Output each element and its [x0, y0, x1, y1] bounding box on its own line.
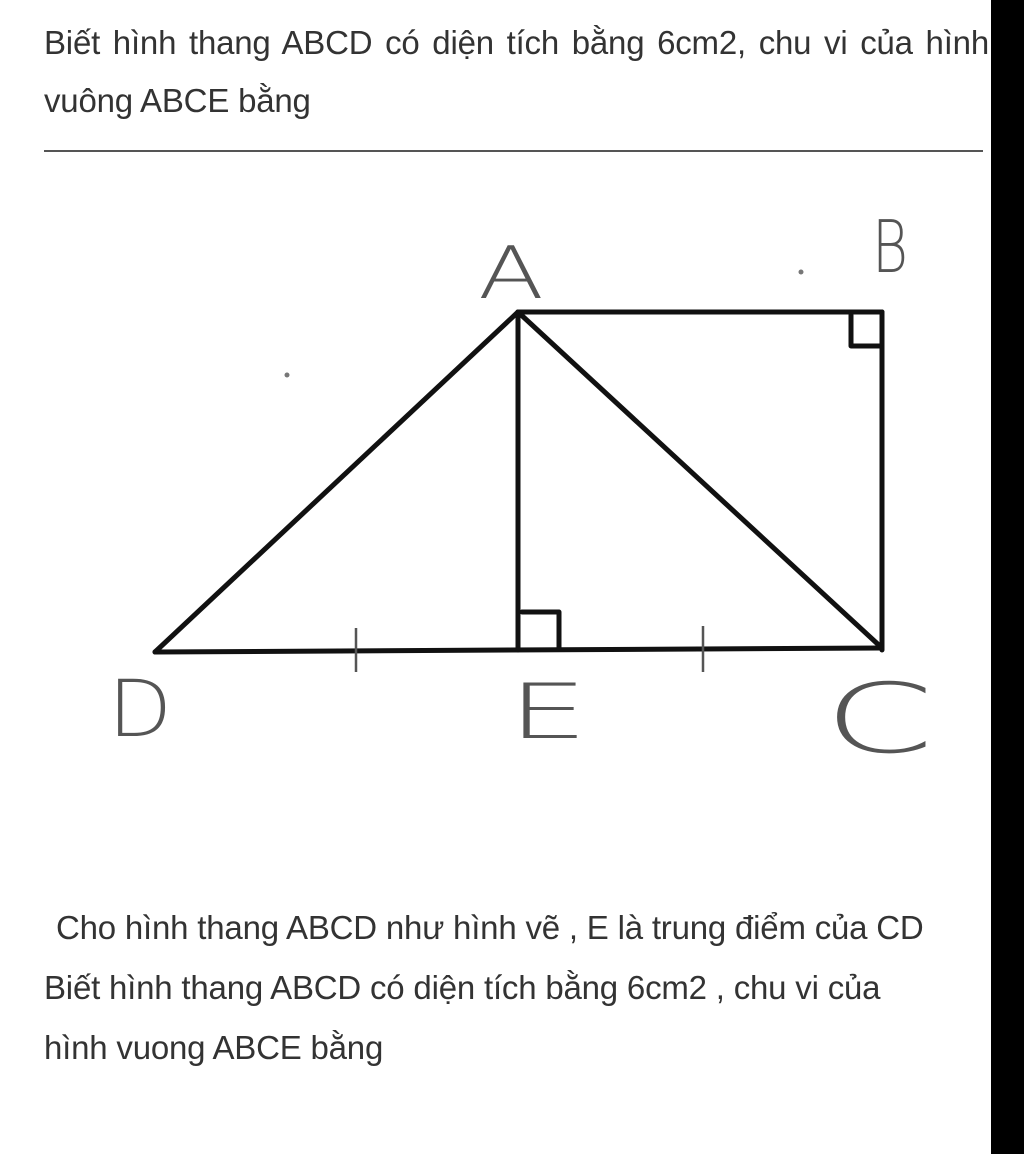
label-b: B [872, 205, 908, 289]
trapezoid-figure [40, 160, 991, 880]
label-d: D [108, 665, 172, 755]
sketch-dots [285, 270, 804, 378]
divider [44, 150, 983, 152]
dot [799, 270, 804, 275]
label-e: E [508, 667, 588, 756]
right-angle-b [851, 315, 880, 346]
dot [285, 373, 290, 378]
description [44, 898, 944, 1078]
label-c: C [824, 663, 934, 775]
diagonal-ac [518, 312, 882, 648]
side-ad [155, 312, 518, 652]
right-angle-e [522, 612, 559, 648]
description-line-1: Cho hình thang ABCD như hình vẽ , E là trung điểm của CD [56, 909, 924, 946]
figure-lines [155, 312, 882, 652]
vertex-labels [108, 205, 934, 775]
label-a: A [478, 231, 544, 315]
question-title: Biết hình thang ABCD có diện tích bằng 6cm2, chu vi của hình vuông ABCE bằng [44, 24, 989, 119]
description-line-2: Biết hình thang ABCD có diện tích bằng 6cm2 , chu vi của hình vuong ABCE bằng [44, 969, 881, 1066]
